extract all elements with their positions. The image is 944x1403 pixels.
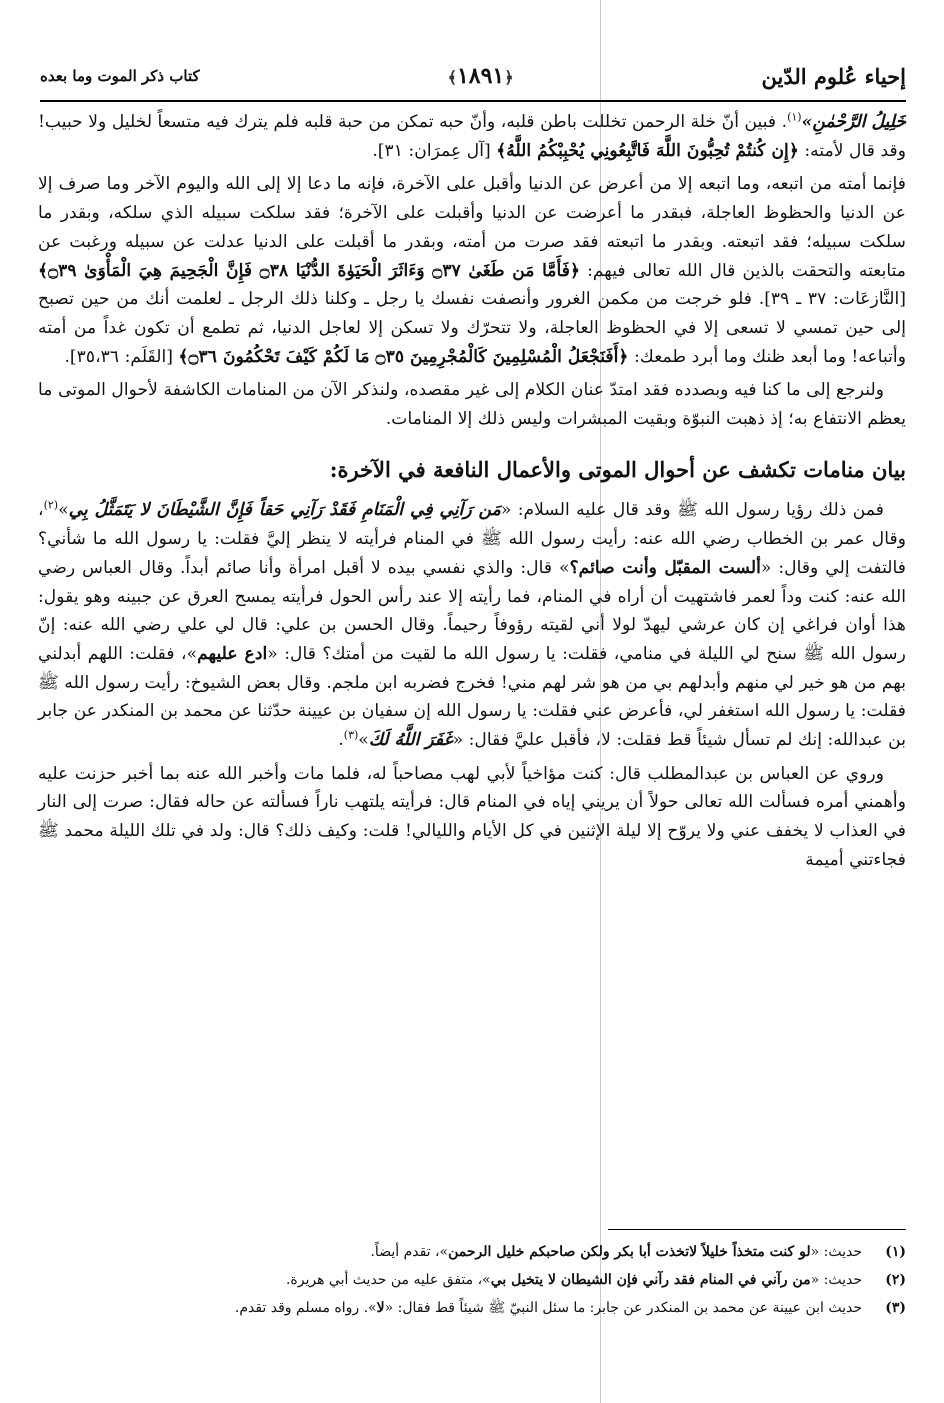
footnote-separator: [608, 1229, 906, 1230]
hadith-quote: مَن رَآنِي فِي الْمَنَامِ فَقَدْ رَآنِي حَقاً فَإِنَّ الشَّيْطَانَ لا يَتَمَثَّلُ بِي: [68, 500, 501, 521]
section-title: بيان منامات تكشف عن أحوال الموتى والأعمال النافعة في الآخرة:: [329, 456, 906, 482]
footnote-ref-1: (١): [787, 110, 802, 124]
quran-verse: ﴿إِن كُنتُمْ تُحِبُّونَ اللَّهَ فَاتَّبِعُونِي يُحْبِبْكُمُ اللَّهُ﴾: [496, 140, 799, 161]
footnotes: [40, 1238, 906, 1322]
hadith-quote: غَفَرَ اللَّهُ لَكَ: [368, 730, 453, 751]
page-number: ﴿١٨٩١﴾: [447, 63, 514, 89]
chapter-title: كتاب ذكر الموت وما بعده: [40, 67, 200, 85]
paragraph-2: فإنما أمته من اتبعه، وما اتبعه إلا من أعرض عن الدنيا وأقبل على الآخرة، فإنه ما دعا إلا إلى الله واليوم الآخر وما صرف إلا عن الدنيا والحظوظ العاجلة، فبقدر ما أعرضت عن الدنيا وأقبلت على الآخرة؛ فقد سلكت سبيله الذي سلكه، وبقدر ما سلكت سبيله؛ فقد اتبعته. وبقدر ما اتبعته فقد صرت من أمته، وبقدر ما أقبلت على الدنيا عدلت عن سبيله ورغبت عن متابعته والتحقت بالذين قال الله تعالى فيهم: ﴿فَأَمَّا مَن طَغَىٰ ۝٣٧ وَءَاثَرَ الْحَيَوٰةَ الدُّنْيَا ۝٣٨ فَإِنَّ الْجَحِيمَ هِيَ الْمَأْوَىٰ ۝٣٩﴾ [النَّازعَات: ٣٧ ـ ٣٩]. فلو خرجت من مكمن الغرور وأنصفت نفسك يا رجل ـ وكلنا ذلك الرجل ـ لعلمت أنك من حين تصبح إلى حين تمسي لا تسعى إلا في الحظوظ العاجلة، ولا تتحرّك ولا تسكن إلا لعاجل الدنيا، ثم تطمع أن تكون غداً من أمته وأتباعه! وما أبعد ظنك وما أبرد طمعك: ﴿أَفَنَجْعَلُ الْمُسْلِمِينَ كَالْمُجْرِمِينَ ۝٣٥ مَا لَكُمْ كَيْفَ تَحْكُمُونَ ۝٣٦﴾ [القَلَم: ٣٥،٣٦].: [38, 174, 907, 367]
footnote-ref-2: (٢): [43, 498, 59, 512]
quran-verse: ﴿فَأَمَّا مَن طَغَىٰ ۝٣٧ وَءَاثَرَ الْحَيَوٰةَ الدُّنْيَا ۝٣٨ فَإِنَّ الْجَحِيمَ هِيَ الْمَأْوَىٰ ۝٣٩﴾: [38, 260, 581, 281]
hadith-quote: ادع عليهم: [197, 643, 268, 664]
quran-verse: ﴿أَفَنَجْعَلُ الْمُسْلِمِينَ كَالْمُجْرِمِينَ ۝٣٥ مَا لَكُمْ كَيْفَ تَحْكُمُونَ ۝٣٦﴾: [178, 346, 629, 367]
page-header: [40, 56, 906, 96]
paragraph-4: فمن ذلك رؤيا رسول الله ﷺ وقد قال عليه السلام: «مَن رَآنِي فِي الْمَنَامِ فَقَدْ رَآنِي حَقاً فَإِنَّ الشَّيْطَانَ لا يَتَمَثَّلُ بِي»$^{(٢)}$، وقال عمر بن الخطاب رضي الله عنه: رأيت رسول الله ﷺ في المنام فرأيته لا ينظر إليَّ فقلت: يا رسول الله ما شأني؟ فالتفت إلي وقال: «ألست المقبّل وأنت صائم؟» قال: والذي نفسي بيده لا أقبل امرأة وأنا صائم أبداً. وقال العباس رضي الله عنه: كنت وداً لعمر فاشتهيت أن أراه في المنام، فما رأيته إلا عند رأس الحول فرأيته يمسح العرق عن جبينه وهو يقول: هذا أوان فراغي إن كان عرشي ليهدّ لولا أني لقيته رؤوفاً رحيماً. وقال الحسن بن علي: قال لي علي رضي الله عنه: إنّ رسول الله ﷺ سنح لي الليلة في منامي، فقلت: يا رسول الله ما لقيت من أمتك؟ قال: «ادع عليهم»، فقلت: اللهم أبدلني بهم من هو خير لي منهم وأبدلهم بي من هو شر لهم مني! فخرج فضربه ابن ملجم. وقال بعض الشيوخ: رأيت رسول الله ﷺ فقلت: يا رسول الله استغفر لي، فأعرض عني فقلت: يا رسول الله إن سفيان بن عيينة حدّثنا عن محمد بن المنكدر عن جابر بن عبدالله: إنك لم تسأل شيئاً قط فقلت: لا، فأقبل عليَّ فقال: «غَفَرَ اللَّهُ لَكَ»$^{(٣)}$.: [38, 498, 906, 751]
footnote-2: (٢) حديث: «من رآني في المنام فقد رآني فإن الشيطان لا يتخيل بي»، متفق عليه من حديث أبي هريرة.: [285, 1272, 906, 1288]
header-rule: [40, 100, 906, 102]
book-title: إحياء عُلوم الدّين: [761, 63, 906, 89]
main-text: [38, 108, 906, 880]
paragraph-5: وروي عن العباس بن عبدالمطلب قال: كنت مؤاخياً لأبي لهب مصاحباً له، فلما مات وأخبر الله عنه بما أخبر حزنت عليه وأهمني أمره فسألت الله تعالى حولاً أن يريني إياه في المنام قال: فرأيته يلتهب ناراً فسألته عن حاله فقال: صرت إلى النار في العذاب لا يخفف عني ولا يروّح إلا ليلة الإثنين في كل الأيام والليالي! قلت: وكيف ذلك؟ قال: ولد في تلك الليلة محمد ﷺ فجاءتني أميمة: [38, 763, 906, 870]
footnote-1: (١) حديث: «لو كنت متخذاً خليلاً لاتخذت أبا بكر ولكن صاحبكم خليل الرحمن»، تقدم أيضاً.: [370, 1244, 906, 1260]
hadith-quote: ألست المقبّل وأنت صائم؟: [569, 557, 761, 578]
footnote-ref-3: (٣): [343, 728, 359, 742]
paragraph-1: خَلِيلُ الرَّحْمٰنِ»$^{(١)}$. فبين أنّ خلة الرحمن تخللت باطن قلبه، وأنّ حبه تمكن من حبة قلبه فلم يترك فيه متسعاً لخليل ولا حبيب! وقد قال لأمته: ﴿إِن كُنتُمْ تُحِبُّونَ اللَّهَ فَاتَّبِعُونِي يُحْبِبْكُمُ اللَّهُ﴾ [آل عِمرَان: ٣١].: [38, 110, 906, 161]
footnote-3: (٣) حديث ابن عيينة عن محمد بن المنكدر عن جابر: ما سئل النبيّ ﷺ شيئاً قط فقال: «لا». رواه مسلم وقد تقدم.: [234, 1300, 906, 1316]
paragraph-3: ولنرجع إلى ما كنا فيه وبصدده فقد امتدّ عنان الكلام إلى غير مقصده، ولنذكر الآن من المنامات الكاشفة لأحوال الموتى ما يعظم الانتفاع به؛ إذ ذهبت النبوّة وبقيت المبشرات وليس ذلك إلا المنامات.: [38, 380, 906, 430]
